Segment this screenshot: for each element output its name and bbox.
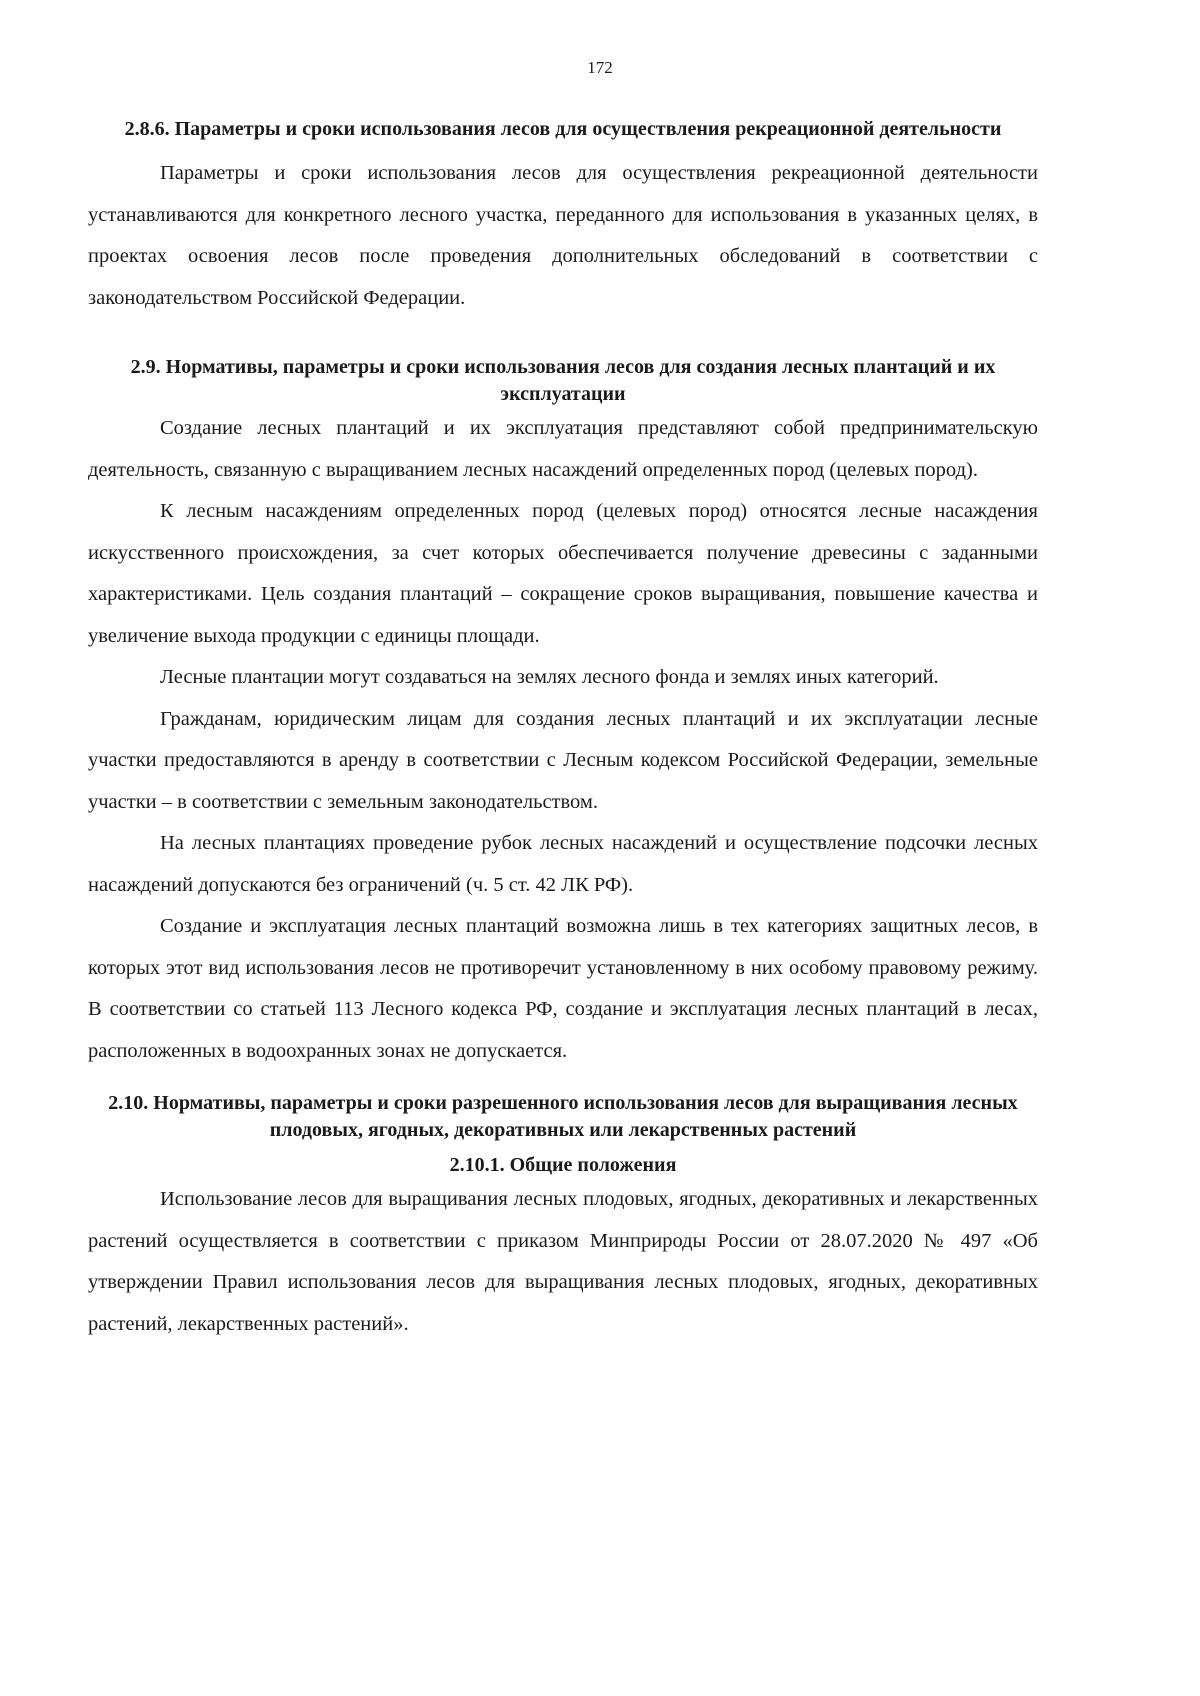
paragraph: На лесных плантациях проведение рубок лесных насаждений и осуществление подсочки лесных насаждений допускаются без ограничений (ч. 5 ст. 42 ЛК РФ). xyxy=(88,832,1038,896)
paragraph: Создание лесных плантаций и их эксплуатация представляют собой предпринимательскую деятельность, связанную с выращиванием лесных насаждений определенных пород (целевых пород). xyxy=(88,417,1038,481)
paragraph: К лесным насаждениям определенных пород (целевых пород) относятся лесные насаждения искусственного происхождения, за счет которых обеспечивается получение древесины с заданными характеристиками. Цель создания плантаций – сокращение сроков выращивания, повышение качества и увеличение выхода продукции с единицы площади. xyxy=(88,500,1038,647)
subsection-heading: 2.10.1. Общие положения xyxy=(449,1154,677,1176)
section-heading: 2.8.6. Параметры и сроки использования лесов для осуществления рекреационной деятельности xyxy=(124,118,1002,140)
section-2-8-6 xyxy=(88,116,1038,319)
paragraph: Создание и эксплуатация лесных плантаций возможна лишь в тех категориях защитных лесов, в которых этот вид использования лесов не противоречит установленному в них особому правовому режиму. В соответствии со статьей 113 Лесного кодекса РФ, создание и эксплуатация лесных плантаций в лесах, расположенных в водоохранных зонах не допускается. xyxy=(88,915,1038,1062)
paragraph: Параметры и сроки использования лесов для осуществления рекреационной деятельности устанавливаются для конкретного лесного участка, переданного для использования в указанных целях, в проектах освоения лесов после проведения дополнительных обследований в соответствии с законодательством Российской Федерации. xyxy=(88,162,1038,309)
section-2-10 xyxy=(88,1090,1038,1345)
section-heading: 2.9. Нормативы, параметры и сроки использования лесов для создания лесных плантаций и их эксплуатации xyxy=(130,356,996,405)
paragraph: Использование лесов для выращивания лесных плодовых, ягодных, декоративных и лекарственных растений осуществляется в соответствии с приказом Минприроды России от 28.07.2020 № 497 «Об утверждении Правил использования лесов для выращивания лесных плодовых, ягодных, декоративных растений, лекарственных растений». xyxy=(88,1188,1038,1335)
section-heading: 2.10. Нормативы, параметры и сроки разрешенного использования лесов для выращивания лесных плодовых, ягодных, декоративных или лекарственных растений xyxy=(108,1092,1018,1141)
page-number: 172 xyxy=(587,58,613,77)
paragraph: Гражданам, юридическим лицам для создания лесных плантаций и их эксплуатации лесные участки предоставляются в аренду в соответствии с Лесным кодексом Российской Федерации, земельные участки – в соответствии с земельным законодательством. xyxy=(88,707,1038,813)
section-2-9 xyxy=(88,354,1038,1072)
paragraph: Лесные плантации могут создаваться на землях лесного фонда и землях иных категорий. xyxy=(160,666,939,688)
document-content xyxy=(88,116,1038,1345)
